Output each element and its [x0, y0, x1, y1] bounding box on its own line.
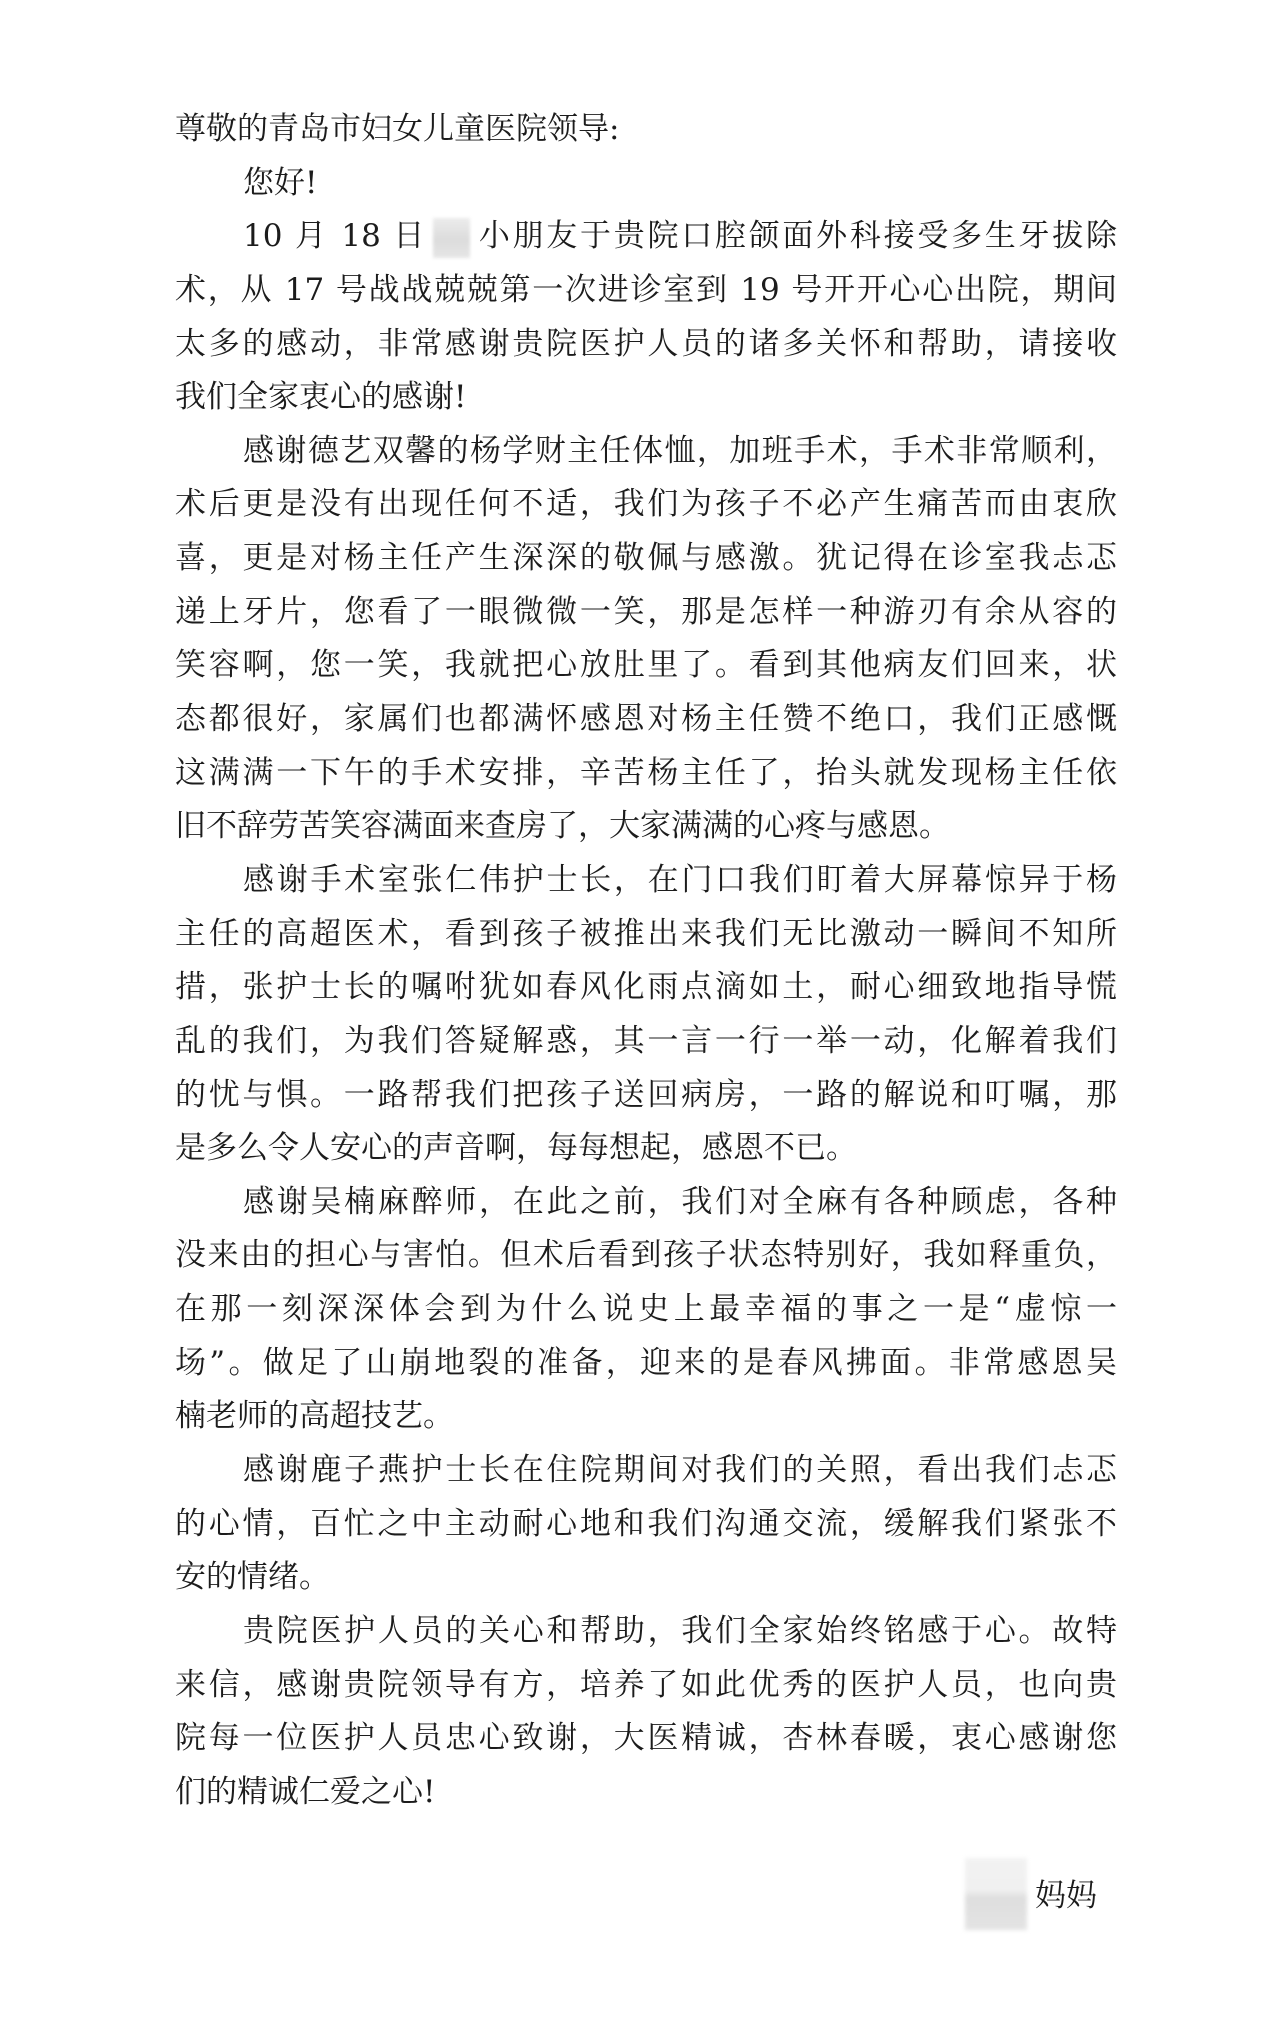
paragraph-line: 感谢手术室张仁伟护士长，在门口我们盯着大屏幕惊异于杨 [243, 861, 1117, 898]
signature [965, 1858, 1115, 1932]
paragraph-line: 场”。做足了山崩地裂的准备，迎来的是春风拂面。非常感恩吴 [175, 1344, 1117, 1381]
paragraph-line: 楠老师的高超技艺。 [175, 1398, 454, 1435]
paragraph-line: 来信，感谢贵院领导有方，培养了如此优秀的医护人员，也向贵 [175, 1666, 1117, 1703]
paragraph-closing [175, 1605, 1117, 1820]
signature-suffix: 妈妈 [1035, 1878, 1097, 1914]
paragraph-line: 主任的高超医术，看到孩子被推出来我们无比激动一瞬间不知所 [175, 915, 1117, 952]
paragraph-line: 的忧与惧。一路帮我们把孩子送回病房，一路的解说和叮嘱，那 [175, 1076, 1117, 1113]
paragraph-thanks-director-yang [175, 425, 1117, 854]
paragraph-line: 笑容啊，您一笑，我就把心放肚里了。看到其他病友们回来，状 [175, 647, 1117, 684]
paragraph-line: 乱的我们，为我们答疑解惑，其一言一行一举一动，化解着我们 [175, 1022, 1117, 1059]
paragraph-line: 太多的感动，非常感谢贵院医护人员的诸多关怀和帮助，请接收 [175, 325, 1117, 362]
date-text: 10 月 18 日 [243, 218, 428, 255]
line-text: 小朋友于贵院口腔颌面外科接受多生牙拔除 [476, 218, 1117, 255]
paragraph-surgery-intro [175, 210, 1117, 425]
paragraph-line [175, 210, 1117, 264]
paragraph-line: 是多么令人安心的声音啊，每每想起，感恩不已。 [175, 1130, 857, 1167]
redacted-child-name [433, 218, 470, 258]
paragraph-line: 没来由的担心与害怕。但术后看到孩子状态特别好，我如释重负， [175, 1237, 1117, 1274]
redacted-signature-name [965, 1858, 1027, 1930]
paragraph-line: 喜，更是对杨主任产生深深的敬佩与感激。犹记得在诊室我忐忑 [175, 540, 1117, 577]
paragraph-line: 术后更是没有出现任何不适，我们为孩子不必产生痛苦而由衷欣 [175, 486, 1117, 523]
paragraph-line: 感谢德艺双馨的杨学财主任体恤，加班手术，手术非常顺利， [243, 432, 1117, 469]
paragraph-line: 感谢吴楠麻醉师，在此之前，我们对全麻有各种顾虑，各种 [243, 1183, 1117, 1220]
paragraph-line: 旧不辞劳苦笑容满面来查房了，大家满满的心疼与感恩。 [175, 808, 950, 845]
paragraph-line: 递上牙片，您看了一眼微微一笑，那是怎样一种游刃有余从容的 [175, 593, 1117, 630]
salutation: 尊敬的青岛市妇女儿童医院领导: [175, 111, 620, 147]
paragraph-line: 感谢鹿子燕护士长在住院期间对我们的关照，看出我们忐忑 [243, 1452, 1117, 1489]
paragraph-thanks-anesthetist-wu [175, 1176, 1117, 1444]
paragraph-line: 措，张护士长的嘱咐犹如春风化雨点滴如土，耐心细致地指导慌 [175, 969, 1117, 1006]
paragraph-line: 院每一位医护人员忠心致谢，大医精诚，杏林春暖，衷心感谢您 [175, 1720, 1117, 1757]
paragraph-line: 术，从 17 号战战兢兢第一次进诊室到 19 号开开心心出院，期间 [175, 271, 1117, 308]
paragraph-line: 们的精诚仁爱之心! [175, 1773, 436, 1810]
greeting: 您好! [243, 164, 318, 201]
paragraph-thanks-nurse-zhang [175, 854, 1117, 1176]
paragraph-line: 安的情绪。 [175, 1559, 330, 1596]
paragraph-line: 贵院医护人员的关心和帮助，我们全家始终铭感于心。故特 [243, 1612, 1117, 1649]
paragraph-thanks-nurse-lu [175, 1444, 1117, 1605]
paragraph-line: 这满满一下午的手术安排，辛苦杨主任了，抬头就发现杨主任依 [175, 754, 1117, 791]
paragraph-line: 的心情，百忙之中主动耐心地和我们沟通交流，缓解我们紧张不 [175, 1505, 1117, 1542]
thank-you-letter [175, 103, 1117, 1820]
paragraph-line: 态都很好，家属们也都满怀感恩对杨主任赞不绝口，我们正感慨 [175, 701, 1117, 738]
paragraph-line: 我们全家衷心的感谢! [175, 379, 467, 416]
paragraph-line: 在那一刻深深体会到为什么说史上最幸福的事之一是“虚惊一 [175, 1291, 1117, 1328]
